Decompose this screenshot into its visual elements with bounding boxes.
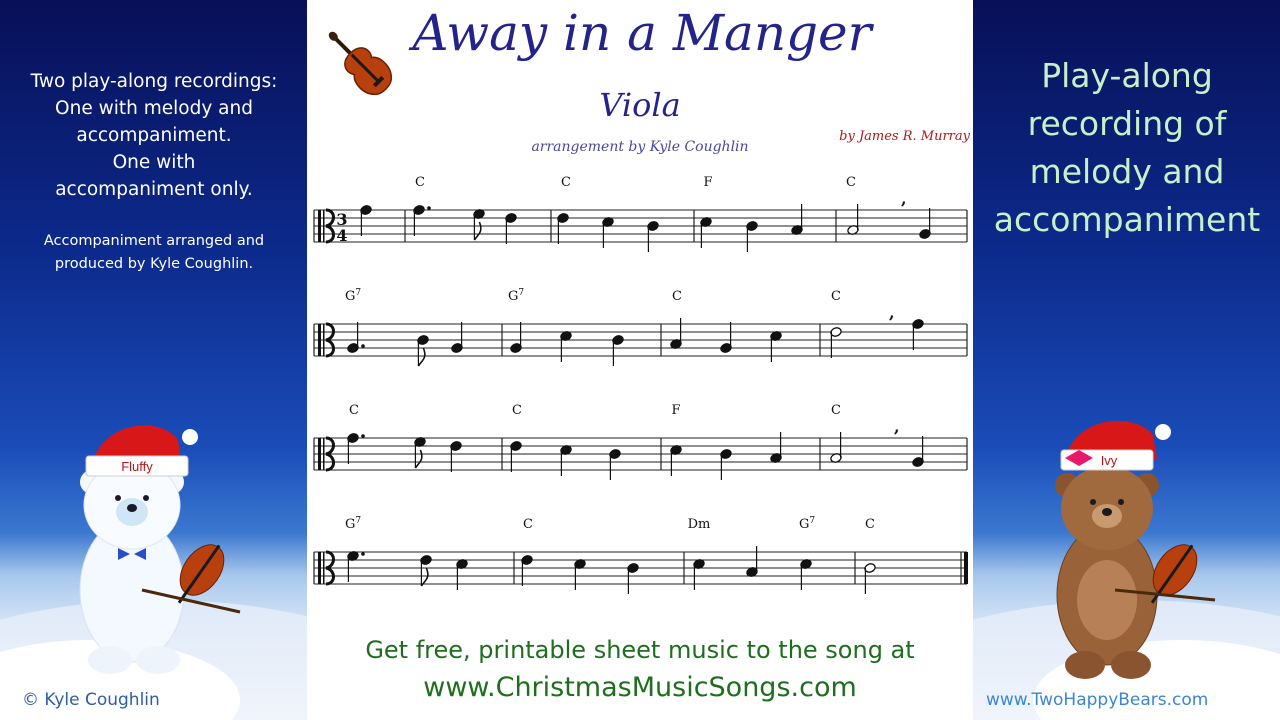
note-dot: [361, 344, 365, 348]
breath-mark: ,: [889, 303, 895, 322]
footer-promo: Get free, printable sheet music to the song at: [365, 636, 915, 664]
chord-symbol: C: [512, 403, 522, 418]
chord-symbol: Dm: [687, 517, 711, 532]
chord-symbol: F: [671, 403, 681, 418]
chord-symbol: F: [703, 175, 713, 190]
chord-symbol: C: [523, 517, 533, 532]
alto-clef: [323, 438, 325, 470]
chord-symbol: C: [831, 289, 841, 304]
alto-clef: [318, 438, 321, 470]
note-flag: [415, 450, 421, 468]
chord-symbol: $G^7$: [344, 516, 362, 532]
alto-clef: [323, 210, 325, 242]
instrument-name: Viola: [599, 86, 681, 124]
alto-clef: [323, 552, 325, 584]
alto-clef: [323, 324, 325, 356]
time-signature-top: 3: [336, 210, 348, 229]
breath-mark: ,: [894, 417, 900, 436]
final-barline: [964, 552, 968, 584]
alto-clef: [318, 552, 321, 584]
brown-bear-character: [1045, 420, 1225, 685]
note-flag: [421, 568, 427, 586]
bear-hat-label: Fluffy: [121, 459, 153, 474]
chord-symbol: $G^7$: [798, 516, 816, 532]
christmasmusicsongs-link[interactable]: www.ChristmasMusicSongs.com: [423, 672, 857, 703]
note-dot: [361, 434, 365, 438]
chord-symbol: C: [672, 289, 682, 304]
chord-symbol: $G^7$: [507, 288, 525, 304]
chord-symbol: C: [846, 175, 856, 190]
note-flag: [474, 222, 480, 240]
right-line: melody and: [1029, 152, 1225, 191]
bear-hat-label: Ivy: [1100, 453, 1118, 468]
chord-symbol: C: [561, 175, 571, 190]
credit-line: Accompaniment arranged and: [43, 233, 265, 249]
alto-clef: [318, 210, 321, 242]
time-signature-bottom: 4: [336, 226, 348, 245]
alto-clef: [318, 324, 321, 356]
chord-symbol: C: [831, 403, 841, 418]
chord-symbol: C: [865, 517, 875, 532]
arranger-credit: arrangement by Kyle Coughlin: [531, 139, 749, 155]
chord-symbol: C: [415, 175, 425, 190]
right-line: Play-along: [1041, 56, 1213, 95]
right-line: accompaniment: [993, 200, 1261, 239]
credit-line: produced by Kyle Coughlin.: [54, 256, 254, 272]
left-line: accompaniment.: [76, 125, 232, 146]
note-flag: [418, 348, 424, 366]
copyright-text: © Kyle Coughlin: [22, 690, 160, 710]
note-dot: [361, 552, 365, 556]
polar-bear-character: [70, 410, 250, 680]
twohappybears-website[interactable]: www.TwoHappyBears.com: [986, 690, 1209, 710]
breath-mark: ,: [901, 189, 907, 208]
left-line: One with melody and: [55, 98, 253, 119]
left-line: One with: [112, 152, 196, 173]
composer-credit: by James R. Murray: [839, 129, 970, 144]
right-line: recording of: [1027, 104, 1227, 143]
note-dot: [427, 206, 431, 210]
chord-symbol: C: [349, 403, 359, 418]
song-title: Away in a Manger: [412, 4, 872, 62]
left-line: accompaniment only.: [55, 179, 253, 200]
chord-symbol: $G^7$: [344, 288, 362, 304]
left-line: Two play-along recordings:: [30, 71, 278, 92]
